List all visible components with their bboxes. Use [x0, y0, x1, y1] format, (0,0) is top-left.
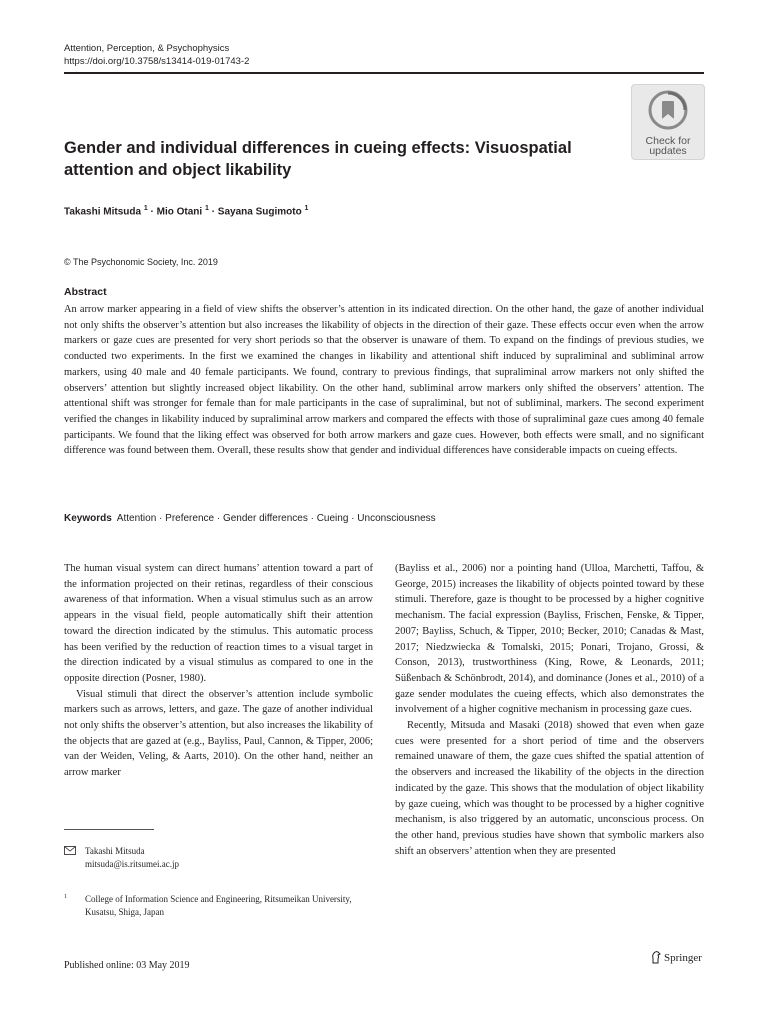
affiliation-text: College of Information Science and Engineering, Ritsumeikan University, Kusatsu, Shiga, Japan: [85, 894, 352, 917]
contact-email[interactable]: mitsuda@is.ritsumei.ac.jp: [85, 859, 180, 869]
check-for-updates-label: Check for updates: [645, 135, 691, 157]
author-separator: ·: [147, 206, 157, 218]
journal-header: [64, 42, 249, 68]
author-affiliation-mark: 1: [143, 205, 148, 212]
footnote-rule: [64, 829, 154, 830]
check-for-updates-badge[interactable]: [631, 84, 705, 160]
doi-link[interactable]: https://doi.org/10.3758/s13414-019-01743-2: [64, 56, 250, 67]
keywords-list: Attention · Preference · Gender differences · Cueing · Unconsciousness: [116, 513, 436, 524]
journal-name: Attention, Perception, & Psychophysics: [64, 43, 230, 54]
envelope-icon: [64, 846, 76, 855]
author-name[interactable]: Sayana Sugimoto: [217, 206, 302, 218]
body-column-left: [64, 561, 373, 781]
header-rule: [64, 72, 704, 74]
affiliation: [64, 893, 364, 919]
check-for-updates-icon: [648, 90, 688, 130]
author-affiliation-mark: 1: [304, 205, 309, 212]
abstract-heading: Abstract: [64, 286, 107, 298]
publisher-logo[interactable]: [650, 951, 702, 964]
article-title: Gender and individual differences in cueing effects: Visuospatial attention and object likability: [64, 139, 572, 179]
body-column-right: [395, 561, 704, 859]
abstract-text: An arrow marker appearing in a field of view shifts the observer’s attention in its indicated direction. On the other hand, the gaze of another individual not only shifts the observer’s attention but also increases the likability of objects in the direction of their gaze. These effects occur even when the arrow markers or gaze cues are presented for very short periods so that the observer is unaware of them. To expand on the findings of previous studies, we conducted two experiments. In the first we examined the changes in likability and attentional shift induced by supraliminal and subliminal arrow markers, using 40 male and 40 female participants. We found, contrary to previous findings, that supraliminal arrow markers not only shifted the observers’ attention but slightly increased object likability. On the other hand, subliminal arrow markers only shifted the observers’ attention. The attentional shift was stronger for female than for male participants in the case of supraliminal, but not of subliminal, markers. The second experiment verified the changes in likability induced by supraliminal arrow markers and compared the effects with those of supraliminal gaze cues among 40 female participants. We found that the liking effect was observed for both arrow markers and gaze cues. However, both effects were small, and no significant difference was found between them. Overall, these results show that gender and individual differences have considerable impacts on cueing effects.: [64, 304, 704, 457]
keywords: [64, 513, 436, 524]
body-paragraph: (Bayliss et al., 2006) nor a pointing hand (Ulloa, Marchetti, Taffou, & George, 2015) increases the likability of objects pointed toward by these stimuli. Therefore, gaze is thought to be processed by a higher cognitive mechanism. The facial expression (Bayliss, Frischen, Fenske, & Tipper, 2007; Bayliss, Schuch, & Tipper, 2010; Becker, 2010; Canadas & Mast, 2017; Niedzwiecka & Tomalski, 2015; Ponari, Trojano, Grossi, & Conson, 2013), trustworthiness (King, Rowe, & Leonards, 2011; Süßenbach & Schönbrodt, 2014), and dominance (Jones et al., 2010) of a gaze sender modulates the cueing effects, which also demonstrates the involvement of a higher cognitive mechanism in processing gaze cues.: [395, 563, 704, 716]
publisher-name: Springer: [664, 952, 702, 964]
springer-horse-icon: [650, 951, 662, 964]
author-separator: ·: [208, 206, 218, 218]
corresponding-author: [64, 845, 179, 871]
keywords-label: Keywords: [64, 513, 112, 524]
copyright-notice: © The Psychonomic Society, Inc. 2019: [64, 257, 218, 267]
author-list: [64, 205, 308, 217]
body-paragraph: The human visual system can direct humans’ attention toward a part of the information projected on their retinas, regardless of their conscious awareness of that information. When a visual stimulus such as an arrow appears in the visual field, people automatically shift their attention toward the direction indicated by the stimulus. This automatic process has been verified by the reduction of reaction times to a visual target in the direction indicated by a visual stimulus as compared to one in the opposite direction (Posner, 1980).: [64, 563, 373, 684]
contact-name: Takashi Mitsuda: [85, 846, 145, 856]
affiliation-number: 1: [64, 894, 67, 900]
author-affiliation-mark: 1: [204, 205, 209, 212]
body-paragraph: Visual stimuli that direct the observer’s attention include symbolic markers such as arrows, letters, and gaze. The gaze of another individual not only shifts the observer’s attention, but also increases the likability of the objects that are gazed at (e.g., Bayliss, Paul, Cannon, & Tipper, 2006; van der Weiden, Veling, & Aarts, 2010). On the other hand, neither an arrow marker: [64, 688, 373, 779]
body-paragraph: Recently, Mitsuda and Masaki (2018) showed that even when gaze cues were presented for a short period of time and the observers remained unaware of them, the gaze cues shifted the spatial attention of the observers and increased the likability of the objects in the direction indicated by the gaze. This shows that the modulation of object likability by gaze cueing, which was thought to be processed by a higher cognitive mechanism, is also triggered by an automatic, unconscious process. On the other hand, previous studies have shown that symbolic markers also shift an observers’ attention when they are presented: [395, 720, 704, 857]
published-date: Published online: 03 May 2019: [64, 960, 190, 971]
author-name[interactable]: Takashi Mitsuda: [64, 206, 142, 218]
author-name[interactable]: Mio Otani: [156, 206, 203, 218]
